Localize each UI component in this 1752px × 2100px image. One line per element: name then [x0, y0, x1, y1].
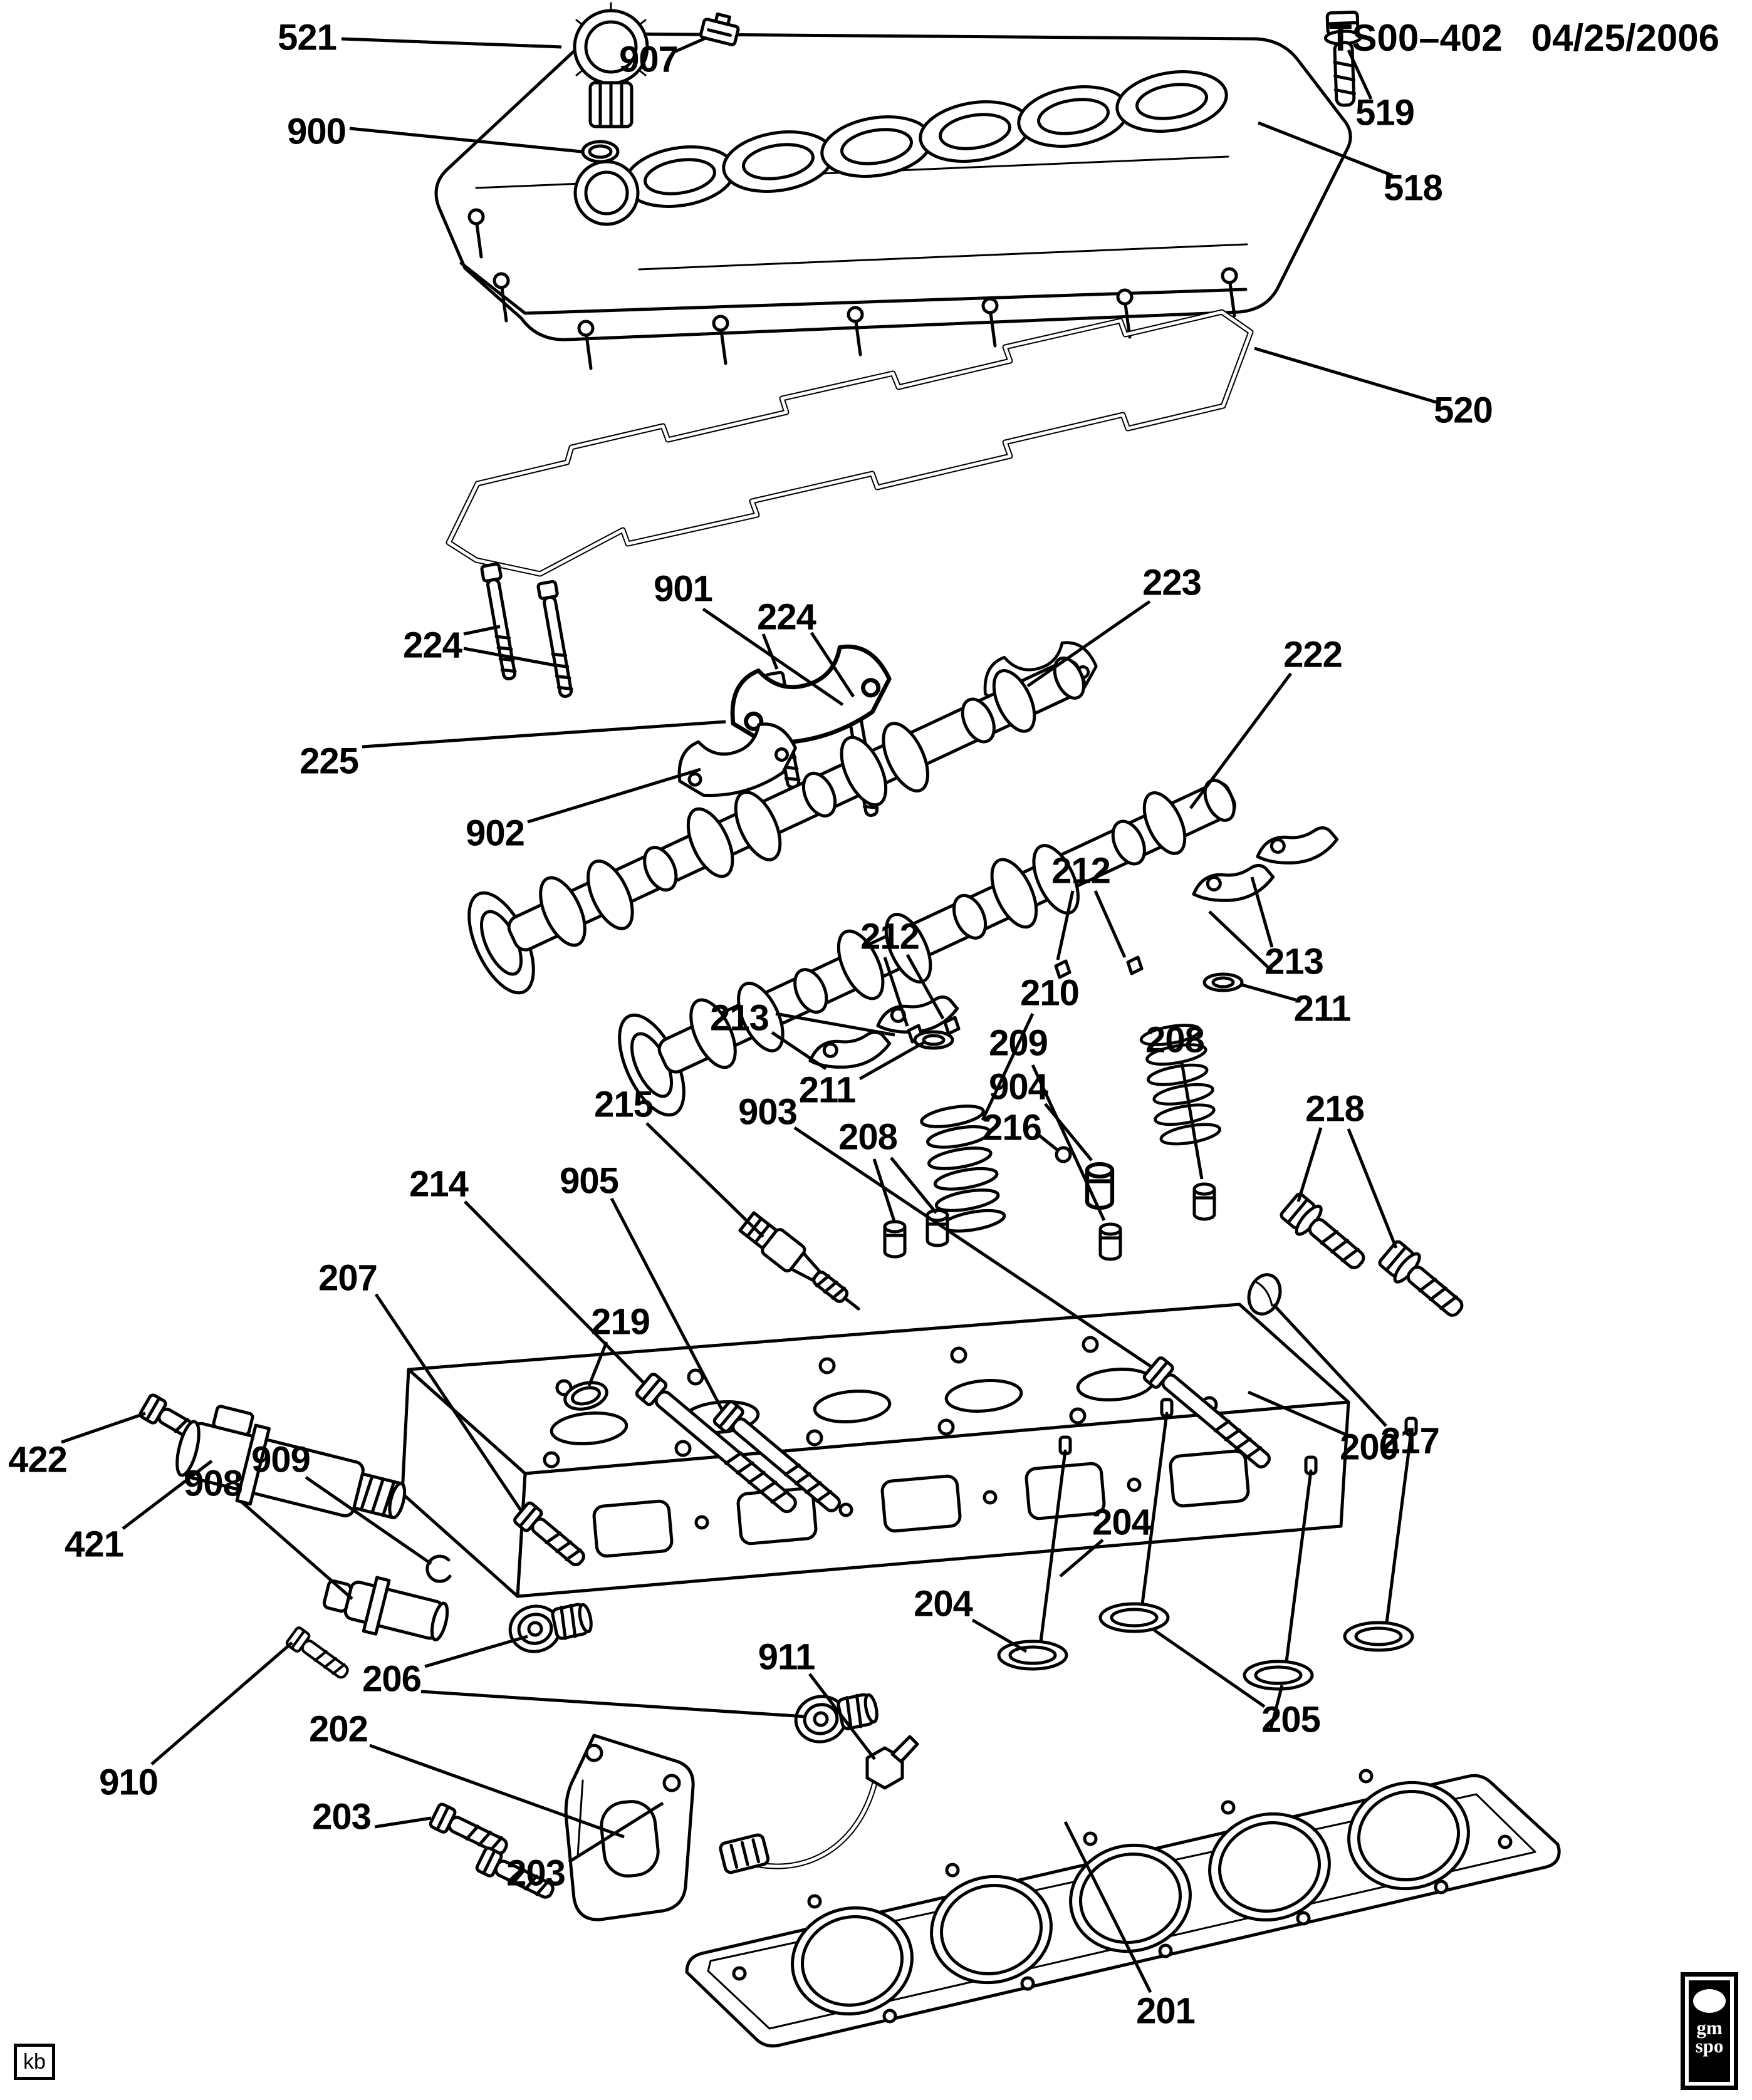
part-callout-203: 203	[506, 1853, 565, 1894]
leader-line-213	[772, 1032, 826, 1069]
part-callout-909: 909	[251, 1439, 310, 1480]
part-callout-207: 207	[318, 1257, 377, 1299]
part-callout-518: 518	[1384, 167, 1442, 209]
leader-line-223	[1028, 601, 1150, 686]
part-callout-213: 213	[710, 997, 769, 1039]
leader-line-219	[589, 1342, 607, 1386]
part-callout-212: 212	[860, 916, 919, 957]
leader-line-212	[1058, 891, 1073, 960]
leader-line-218	[1298, 1128, 1321, 1202]
part-callout-208: 208	[1145, 1019, 1204, 1061]
leader-line-224	[464, 626, 500, 634]
part-callout-902: 902	[466, 813, 524, 854]
leader-line-224	[464, 648, 555, 665]
part-callout-224: 224	[403, 625, 462, 666]
part-callout-217: 217	[1380, 1420, 1439, 1462]
leader-line-908	[241, 1501, 352, 1599]
part-callout-212: 212	[1051, 850, 1110, 891]
leader-line-212	[885, 957, 907, 1026]
part-callout-222: 222	[1283, 634, 1342, 675]
part-callout-903: 903	[738, 1091, 797, 1133]
part-callout-208: 208	[838, 1116, 897, 1158]
gm-logo-text-spo: spo	[1695, 2034, 1724, 2057]
leader-line-422	[61, 1413, 145, 1442]
leader-line-212	[1095, 891, 1125, 957]
part-callout-521: 521	[278, 17, 336, 58]
part-callout-223: 223	[1142, 562, 1201, 603]
part-callout-901: 901	[654, 568, 712, 610]
leader-line-904	[1045, 1104, 1092, 1160]
part-callout-904: 904	[989, 1066, 1048, 1108]
leader-line-207	[376, 1294, 521, 1511]
part-callout-905: 905	[560, 1160, 618, 1202]
part-callout-908: 908	[184, 1463, 242, 1504]
part-callout-520: 520	[1434, 390, 1493, 431]
gm-spo-logo	[1681, 1972, 1738, 2090]
part-callout-206: 206	[362, 1658, 421, 1700]
leader-line-909	[306, 1477, 431, 1564]
leader-line-203	[569, 1803, 663, 1862]
part-callout-225: 225	[300, 741, 358, 782]
drawing-date: 04/25/2006	[1531, 17, 1719, 59]
part-callout-519: 519	[1355, 92, 1414, 133]
leader-line-521	[342, 39, 561, 47]
part-callout-202: 202	[309, 1708, 368, 1750]
gm-logo-text-gm: gm	[1696, 2017, 1723, 2039]
drawing-number: TS00–402	[1328, 17, 1503, 59]
part-callout-201: 201	[1136, 1990, 1195, 2032]
leader-line-520	[1254, 348, 1436, 402]
leader-line-903	[795, 1128, 1152, 1367]
part-callout-219: 219	[591, 1301, 650, 1343]
leader-line-206	[425, 1636, 528, 1666]
part-callout-900: 900	[287, 111, 346, 152]
leader-line-218	[1348, 1129, 1396, 1248]
part-callout-209: 209	[989, 1022, 1048, 1064]
leader-line-208	[1182, 1063, 1202, 1179]
leader-line-200	[1248, 1392, 1346, 1435]
part-callout-211: 211	[798, 1069, 856, 1111]
leader-line-213	[1252, 877, 1272, 947]
leader-line-208	[891, 1158, 936, 1213]
leader-line-213	[1209, 912, 1272, 971]
part-callout-214: 214	[409, 1163, 468, 1205]
leader-line-215	[647, 1123, 763, 1237]
leader-line-222	[1191, 673, 1291, 808]
part-callout-203: 203	[312, 1796, 371, 1838]
artist-initials: kb	[23, 2049, 46, 2074]
leader-line-211	[860, 1041, 926, 1079]
part-callout-210: 210	[1020, 972, 1079, 1014]
part-callout-205: 205	[1261, 1699, 1320, 1740]
part-callout-204: 204	[1092, 1502, 1151, 1543]
part-callout-907: 907	[619, 39, 678, 80]
part-callout-213: 213	[1264, 941, 1323, 982]
gm-logo-oval-icon	[1693, 1989, 1726, 2013]
drawing-reference	[1329, 16, 1719, 60]
leader-line-211	[1242, 985, 1296, 1000]
leader-line-204	[972, 1620, 1026, 1651]
part-callout-910: 910	[99, 1762, 158, 1803]
part-callout-215: 215	[594, 1084, 653, 1125]
leader-line-205	[1154, 1630, 1264, 1707]
leader-line-204	[1060, 1540, 1103, 1576]
leader-line-214	[465, 1202, 644, 1383]
part-callout-911: 911	[758, 1636, 815, 1678]
part-callout-218: 218	[1305, 1088, 1364, 1130]
part-callout-200: 200	[1340, 1427, 1399, 1468]
leader-line-201	[1065, 1822, 1150, 1992]
leader-line-225	[362, 722, 726, 747]
leader-line-212	[907, 955, 943, 1019]
part-callout-422: 422	[8, 1439, 67, 1480]
leader-line-203	[375, 1818, 431, 1827]
leader-line-902	[528, 769, 701, 822]
part-callout-204: 204	[914, 1583, 972, 1624]
part-callout-211: 211	[1293, 988, 1351, 1029]
leader-line-213	[776, 1014, 895, 1035]
artist-initials-box	[14, 2044, 55, 2080]
part-callout-216: 216	[983, 1107, 1041, 1148]
gm-spo-logo-inner	[1689, 1980, 1730, 2082]
leader-line-206	[421, 1692, 806, 1717]
leader-line-900	[350, 128, 581, 152]
leader-line-907	[675, 38, 707, 51]
leader-line-911	[810, 1674, 875, 1759]
leader-line-217	[1273, 1304, 1386, 1426]
part-callout-224: 224	[757, 596, 816, 638]
leader-line-910	[152, 1643, 292, 1764]
leader-line-216	[1039, 1135, 1058, 1150]
part-callout-421: 421	[65, 1524, 123, 1565]
